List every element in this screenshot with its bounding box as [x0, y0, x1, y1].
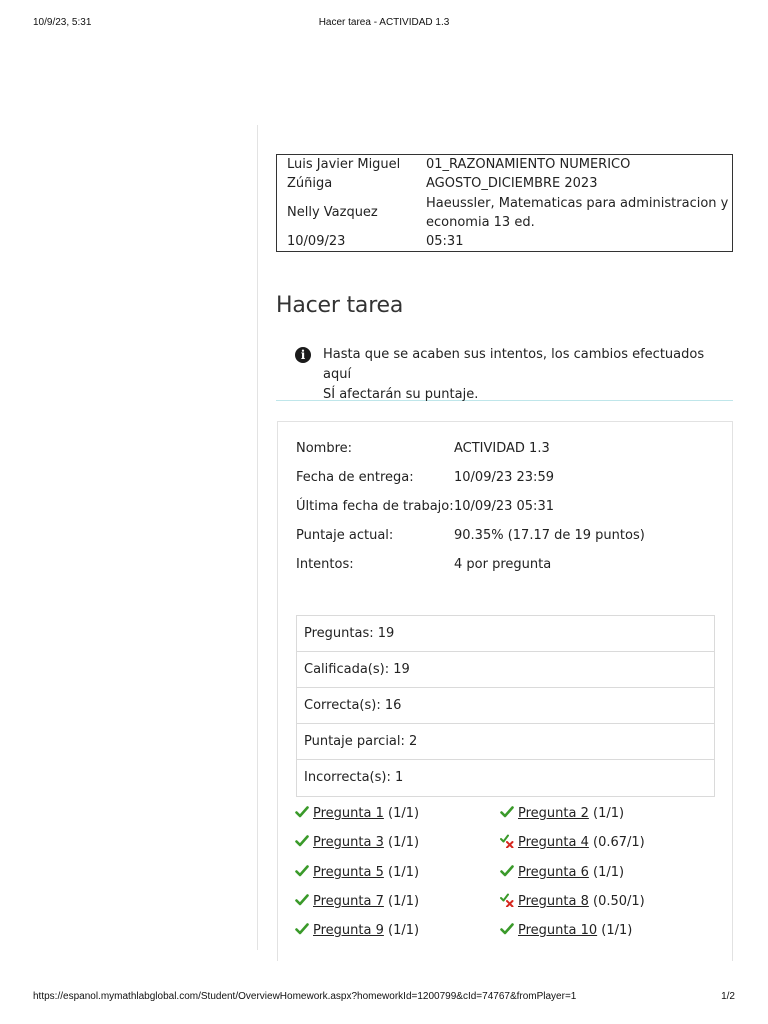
- student-surname: Zúñiga: [287, 176, 333, 191]
- question-item: [500, 863, 624, 883]
- question-link[interactable]: Pregunta 7: [313, 894, 384, 909]
- question-score: (0.67/1): [593, 835, 645, 850]
- check-icon: [500, 864, 514, 878]
- question-link[interactable]: Pregunta 9: [313, 923, 384, 938]
- textbook-line-2: economia 13 ed.: [426, 215, 535, 230]
- question-link[interactable]: Pregunta 8: [518, 894, 589, 909]
- question-link[interactable]: Pregunta 10: [518, 923, 598, 938]
- question-score: (1/1): [388, 923, 420, 938]
- detail-value: 10/09/23 05:31: [454, 499, 554, 514]
- partial-credit-icon: [500, 893, 514, 907]
- question-link[interactable]: Pregunta 1: [313, 806, 384, 821]
- score-notice: [276, 344, 733, 401]
- detail-value: ACTIVIDAD 1.3: [454, 441, 550, 456]
- print-page-title: Hacer tarea - ACTIVIDAD 1.3: [318, 17, 450, 28]
- question-item: [500, 892, 645, 912]
- stat-questions: Preguntas: 19: [297, 616, 714, 652]
- detail-value: 90.35% (17.17 de 19 puntos): [454, 528, 645, 543]
- question-score: (1/1): [388, 894, 420, 909]
- question-link[interactable]: Pregunta 3: [313, 835, 384, 850]
- question-item: [295, 863, 419, 883]
- info-time: 05:31: [426, 234, 464, 249]
- check-icon: [295, 805, 309, 819]
- detail-label: Nombre:: [296, 441, 353, 456]
- student-name: Luis Javier Miguel: [287, 157, 401, 172]
- question-item: [500, 833, 645, 853]
- question-link[interactable]: Pregunta 6: [518, 865, 589, 880]
- left-divider: [257, 125, 258, 950]
- check-icon: [295, 893, 309, 907]
- course-term: AGOSTO_DICIEMBRE 2023: [426, 176, 598, 191]
- question-item: [295, 921, 419, 941]
- notice-text: [323, 345, 723, 405]
- print-url: https://espanol.mymathlabglobal.com/Student/OverviewHomework.aspx?homeworkId=1200799&cId=74767&fromPlayer=1: [33, 991, 577, 1002]
- check-icon: [295, 922, 309, 936]
- partial-credit-icon: [500, 834, 514, 848]
- stat-correct: Correcta(s): 16: [297, 688, 714, 724]
- question-score: (1/1): [593, 865, 625, 880]
- textbook-line-1: Haeussler, Matematicas para administracion y: [426, 196, 729, 211]
- stat-graded: Calificada(s): 19: [297, 652, 714, 688]
- instructor-name: Nelly Vazquez: [287, 205, 378, 220]
- info-icon: i: [295, 347, 311, 363]
- notice-line-2: SÍ afectarán su puntaje.: [323, 387, 479, 402]
- check-icon: [500, 805, 514, 819]
- question-score: (0.50/1): [593, 894, 645, 909]
- student-info-box: [276, 154, 733, 252]
- question-score: (1/1): [601, 923, 633, 938]
- check-icon: [500, 922, 514, 936]
- question-item: [295, 833, 419, 853]
- detail-value: 4 por pregunta: [454, 557, 552, 572]
- question-score: (1/1): [593, 806, 625, 821]
- detail-label: Puntaje actual:: [296, 528, 394, 543]
- stat-incorrect: Incorrecta(s): 1: [304, 770, 404, 785]
- detail-label: Fecha de entrega:: [296, 470, 414, 485]
- print-page-number: 1/2: [721, 991, 735, 1002]
- stats-table: [296, 615, 715, 797]
- detail-label: Última fecha de trabajo:: [296, 499, 454, 514]
- page-title: Hacer tarea: [276, 293, 404, 318]
- stat-partial: Puntaje parcial: 2: [297, 724, 714, 760]
- question-score: (1/1): [388, 865, 420, 880]
- detail-value: 10/09/23 23:59: [454, 470, 554, 485]
- question-item: [500, 804, 624, 824]
- check-icon: [295, 834, 309, 848]
- print-footer: [0, 991, 768, 1005]
- notice-line-1: Hasta que se acaben sus intentos, los cambios efectuados aquí: [323, 347, 705, 382]
- check-icon: [295, 864, 309, 878]
- question-item: [295, 892, 419, 912]
- detail-label: Intentos:: [296, 557, 354, 572]
- question-item: [295, 804, 419, 824]
- question-item: [500, 921, 632, 941]
- course-name: 01_RAZONAMIENTO NUMERICO: [426, 157, 631, 172]
- question-score: (1/1): [388, 806, 420, 821]
- print-datetime: 10/9/23, 5:31: [33, 17, 92, 28]
- question-link[interactable]: Pregunta 4: [518, 835, 589, 850]
- question-link[interactable]: Pregunta 2: [518, 806, 589, 821]
- info-date: 10/09/23: [287, 234, 346, 249]
- question-link[interactable]: Pregunta 5: [313, 865, 384, 880]
- question-score: (1/1): [388, 835, 420, 850]
- print-header: [0, 17, 768, 31]
